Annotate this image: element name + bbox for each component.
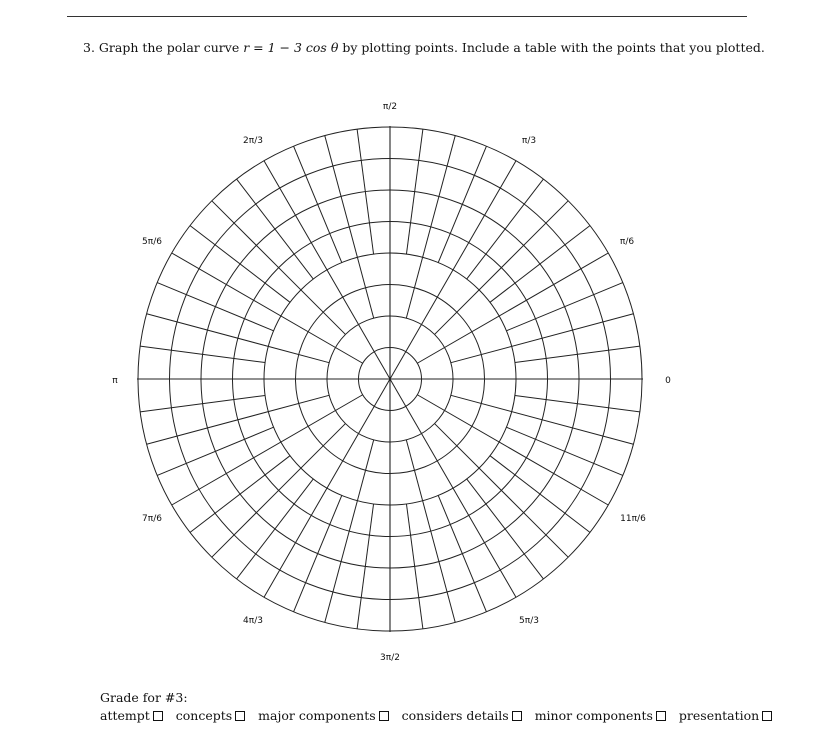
considers-details-checkbox[interactable]: [512, 711, 522, 721]
grade-item-considers-details: [402, 707, 522, 725]
grid-spoke: [506, 283, 622, 331]
grid-spoke: [438, 495, 486, 611]
grid-spoke: [438, 146, 486, 262]
grid-spoke: [357, 129, 373, 254]
grade-item-label: minor components: [534, 708, 653, 723]
angle-label: 5π/6: [142, 237, 162, 247]
minor-components-checkbox[interactable]: [656, 711, 666, 721]
polar-grid-lines: [137, 126, 643, 632]
grade-item-label: considers details: [401, 708, 509, 723]
grid-spoke: [406, 129, 422, 254]
grid-spoke: [451, 314, 634, 363]
grid-spoke: [417, 253, 608, 363]
grid-spoke: [264, 161, 390, 379]
grid-spoke: [140, 395, 265, 411]
question-text-after: by plotting points. Include a table with the points that you plotted.: [342, 40, 765, 55]
grid-spoke: [147, 314, 330, 363]
grade-item-label: concepts: [175, 708, 233, 723]
angle-label: 5π/3: [519, 616, 539, 626]
major-components-checkbox[interactable]: [379, 711, 389, 721]
angle-label: π/2: [382, 102, 398, 112]
grade-item-major-components: [258, 707, 389, 725]
angle-label: π/6: [619, 237, 635, 247]
grid-spoke: [406, 440, 455, 623]
grade-item-label: attempt: [100, 708, 150, 723]
angle-label: π: [112, 376, 118, 386]
angle-label: 2π/3: [243, 136, 263, 146]
grid-spoke: [390, 379, 516, 597]
concepts-checkbox[interactable]: [235, 711, 245, 721]
question-number: 3.: [83, 40, 95, 55]
grid-spoke: [157, 427, 273, 475]
presentation-checkbox[interactable]: [762, 711, 772, 721]
grade-item-label: major components: [258, 708, 376, 723]
grid-spoke: [357, 504, 373, 629]
angle-label: 4π/3: [243, 616, 263, 626]
grid-spoke: [140, 346, 265, 362]
angle-label: 0: [665, 376, 671, 386]
grid-spoke: [294, 146, 342, 262]
grid-spoke: [294, 495, 342, 611]
grade-item-presentation: [679, 707, 772, 725]
grid-spoke: [406, 504, 422, 629]
grid-spoke: [506, 427, 622, 475]
grade-title: Grade for #3:: [100, 690, 188, 705]
grade-item-minor-components: [535, 707, 666, 725]
attempt-checkbox[interactable]: [153, 711, 163, 721]
grade-item-label: presentation: [678, 708, 760, 723]
grid-spoke: [515, 346, 640, 362]
grid-spoke: [325, 440, 374, 623]
angle-label: 11π/6: [620, 514, 646, 524]
grid-spoke: [417, 395, 608, 505]
grid-spoke: [147, 395, 330, 444]
grade-item-attempt: [100, 707, 163, 725]
grade-items: [100, 707, 800, 725]
grid-spoke: [172, 253, 363, 363]
grid-spoke: [325, 136, 374, 319]
angle-label: 3π/2: [380, 653, 400, 663]
grid-spoke: [515, 395, 640, 411]
grid-spoke: [264, 379, 390, 597]
grid-spoke: [390, 161, 516, 379]
angle-label: 7π/6: [142, 514, 162, 524]
grid-spoke: [172, 395, 363, 505]
grade-item-concepts: [176, 707, 245, 725]
question-equation: r = 1 − 3 cos θ: [243, 40, 339, 55]
question-text-before: Graph the polar curve: [98, 40, 240, 55]
grid-spoke: [157, 283, 273, 331]
grid-spoke: [451, 395, 634, 444]
angle-label: π/3: [521, 136, 537, 146]
grid-spoke: [406, 136, 455, 319]
grade-section: [100, 689, 800, 725]
